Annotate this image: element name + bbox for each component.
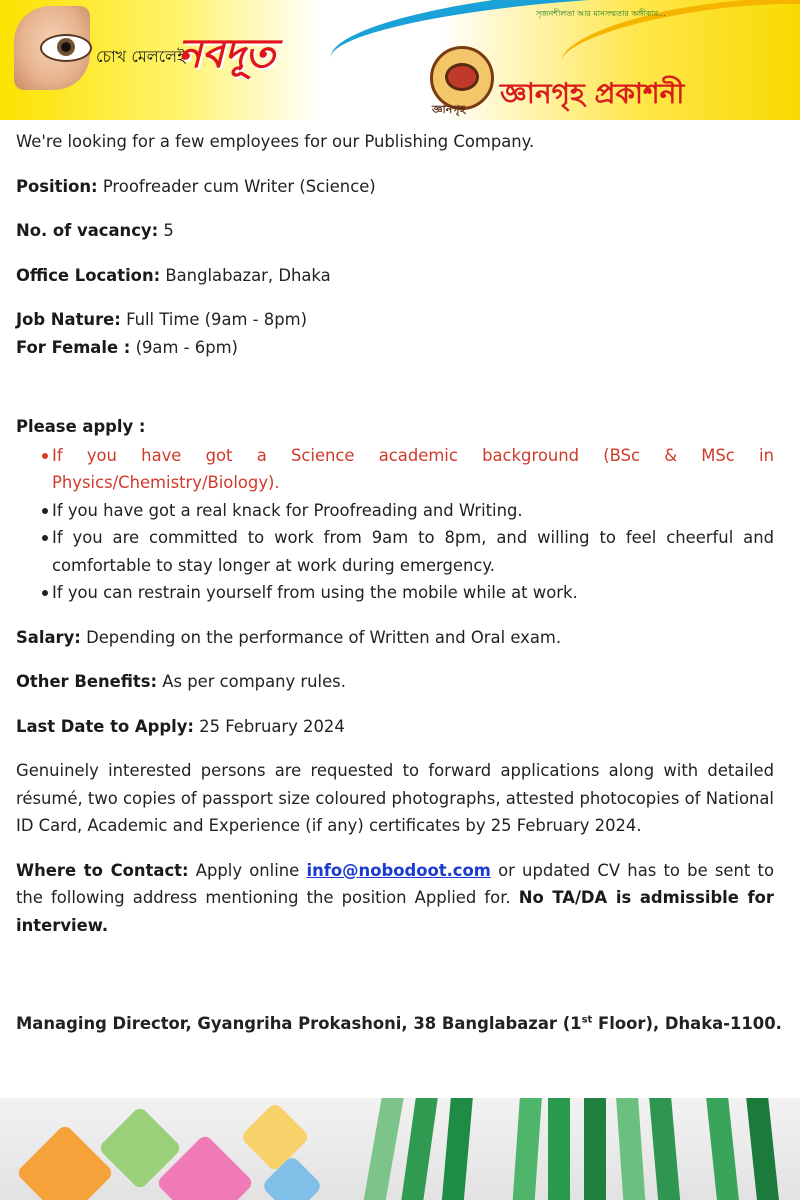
contact-paragraph <box>16 857 774 940</box>
position-value: Proofreader cum Writer (Science) <box>102 176 376 196</box>
benefits-value: As per company rules. <box>162 672 346 691</box>
header-slogan: চোখ মেললেই <box>96 47 186 66</box>
requirements-list <box>16 442 774 607</box>
job-nature-line <box>16 306 774 334</box>
position-line <box>16 173 774 201</box>
green-stripe <box>400 1098 437 1200</box>
contact-label: Where to Contact: <box>16 860 189 880</box>
vacancy-value: 5 <box>163 221 174 240</box>
green-stripe <box>746 1098 780 1200</box>
position-label: Position: <box>16 176 98 196</box>
mailing-address <box>16 1014 786 1033</box>
contact-text-after: or updated CV has to be sent to the following address mentioning the position Applied for. <box>16 860 774 907</box>
location-line <box>16 262 774 290</box>
list-item: If you have got a real knack for Proofreading and Writing. <box>16 497 774 525</box>
list-item: If you have got a Science academic background (BSc & MSc in Physics/Chemistry/Biology). <box>16 442 774 497</box>
salary-value: Depending on the performance of Written and Oral exam. <box>86 627 562 647</box>
footer-decoration <box>0 1098 800 1200</box>
list-item: If you are committed to work from 9am to 8pm, and willing to feel cheerful and comfortable to stay longer at work during emergency. <box>16 524 774 579</box>
green-stripe <box>616 1098 646 1200</box>
salary-label: Salary: <box>16 627 81 647</box>
benefits-label: Other Benefits: <box>16 672 158 691</box>
green-stripe <box>584 1098 606 1200</box>
gem-shape-icon <box>16 1124 115 1200</box>
brand-nobodoot: নবদূত <box>178 30 276 77</box>
instructions-text: Genuinely interested persons are requested to forward applications along with detailed résumé, two copies of passport size coloured photographs, attested photocopies of National ID Card, Academic and Experience (if any) certificates by 25 February 2024. <box>16 761 774 835</box>
job-nature-label: Job Nature: <box>16 310 121 329</box>
publisher-logo-caption: জ্ঞানগৃহ <box>432 103 466 116</box>
location-value: Banglabazar, Dhaka <box>165 265 331 285</box>
deadline-value: 25 February 2024 <box>199 716 345 736</box>
green-stripe <box>548 1098 570 1200</box>
deadline-label: Last Date to Apply: <box>16 716 194 736</box>
female-hours-line <box>16 334 774 362</box>
location-label: Office Location: <box>16 265 161 285</box>
eye-logo-icon <box>14 6 90 90</box>
green-stripe <box>441 1098 473 1200</box>
job-nature-value: Full Time (9am - 8pm) <box>126 310 307 329</box>
green-stripe <box>706 1098 740 1200</box>
vacancy-line <box>16 217 774 245</box>
green-stripe <box>512 1098 542 1200</box>
intro-text: We're looking for a few employees for our Publishing Company. <box>16 132 535 151</box>
contact-text-before: Apply online <box>195 860 300 880</box>
apply-heading <box>16 413 774 441</box>
header-tagline: সৃজনশীলতা আর মানসম্মতার অঙ্গীকার... <box>536 9 666 18</box>
female-hours-label: For Female : <box>16 337 131 357</box>
apply-heading-text: Please apply : <box>16 417 146 436</box>
salary-line <box>16 624 774 652</box>
brand-gyangriha: জ্ঞানগৃহ প্রকাশনী <box>500 77 685 110</box>
no-ta-da-notice: No TA/DA is admissible for interview. <box>16 888 774 935</box>
eye-icon <box>40 34 92 62</box>
benefits-line <box>16 668 774 696</box>
green-stripe <box>649 1098 681 1200</box>
female-hours-value: (9am - 6pm) <box>135 337 238 357</box>
vacancy-label: No. of vacancy: <box>16 221 159 240</box>
email-link[interactable]: info@nobodoot.com <box>306 860 491 880</box>
header-banner <box>0 0 800 120</box>
address-superscript: st <box>581 1014 593 1026</box>
deadline-line <box>16 713 774 741</box>
address-text-end: Floor), Dhaka-1100. <box>592 1014 782 1034</box>
list-item: If you can restrain yourself from using the mobile while at work. <box>16 579 774 607</box>
job-post-body <box>16 128 774 939</box>
green-stripe <box>362 1098 403 1200</box>
address-text: Managing Director, Gyangriha Prokashoni, 38 Banglabazar (1 <box>16 1014 582 1034</box>
